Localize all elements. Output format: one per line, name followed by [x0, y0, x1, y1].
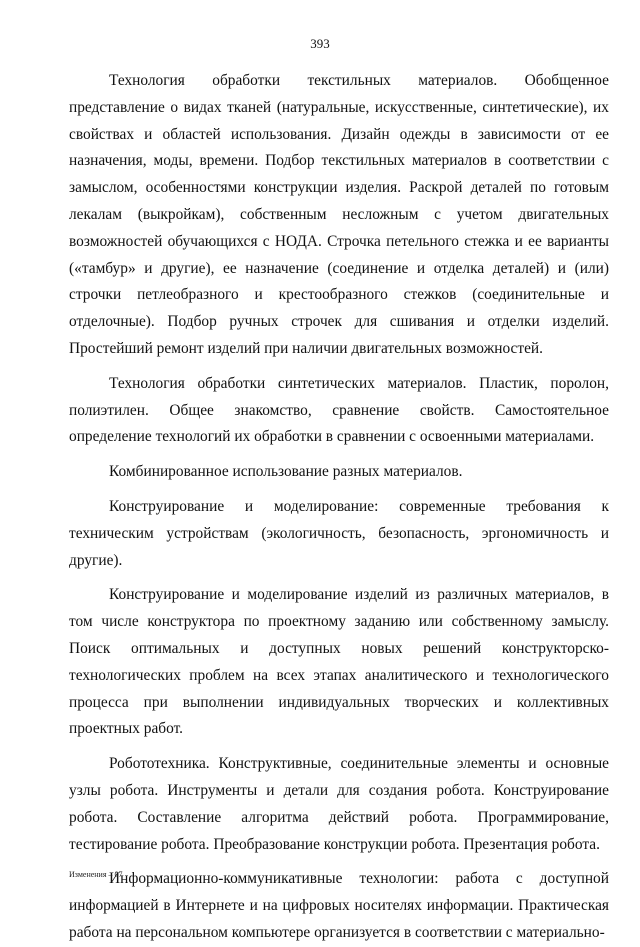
page-number: 393: [310, 36, 330, 51]
paragraph-design-requirements: Конструирование и моделирование: современные требования к техническим устройствам (экологичность, безопасность, эргономичность и другие).: [69, 497, 609, 569]
document-body: [69, 68, 609, 947]
paragraph-robotics: Робототехника. Конструктивные, соединительные элементы и основные узлы робота. Инструменты и детали для создания робота. Конструирование робота. Составление алгоритма действий робота. Программирование, тестирование робота. Преобразование конструкции робота. Презентация робота.: [69, 755, 609, 853]
paragraph-design-modeling: Конструирование и моделирование изделий из различных материалов, в том числе конструктора по проектному заданию или собственному замыслу. Поиск оптимальных и доступных новых решений конструкторско-технологических проблем на всех этапах аналитического и технологического процесса при выполнении индивидуальных творческих и коллективных проектных работ.: [69, 586, 609, 738]
paragraph-synthetic-materials: Технология обработки синтетических материалов. Пластик, поролон, полиэтилен. Общее знакомство, сравнение свойств. Самостоятельное определение технологий их обработки в сравнении с освоенными материалами.: [69, 374, 609, 446]
paragraph-combined-materials: Комбинированное использование разных материалов.: [109, 463, 463, 481]
paragraph-ict: Информационно-коммуникативные технологии: работа с доступной информацией в Интернете и на цифровых носителях информации. Практическая работа на персональном компьютере организуется в соответствии с материально-: [69, 870, 609, 941]
paragraph-textile-technology: Технология обработки текстильных материалов. Обобщенное представление о видах тканей (натуральные, искусственные, синтетические), их свойствах и областей использования. Дизайн одежды в зависимости от ее назначения, моды, времени. Подбор текстильных материалов в соответствии с замыслом, особенностями конструкции изделия. Раскрой деталей по готовым лекалам (выкройкам), собственным несложным с учетом двигательных возможностей обучающихся с НОДА. Строчка петельного стежка и ее варианты («тамбур» и другие), ее назначение (соединение и отделка деталей) и (или) строчки петлеобразного и крестообразного стежков (соединительные и отделочные). Подбор ручных строчек для сшивания и отделки изделий. Простейший ремонт изделий при наличии двигательных возможностей.: [69, 72, 609, 357]
footer-note: Изменения – 07: [69, 870, 123, 879]
